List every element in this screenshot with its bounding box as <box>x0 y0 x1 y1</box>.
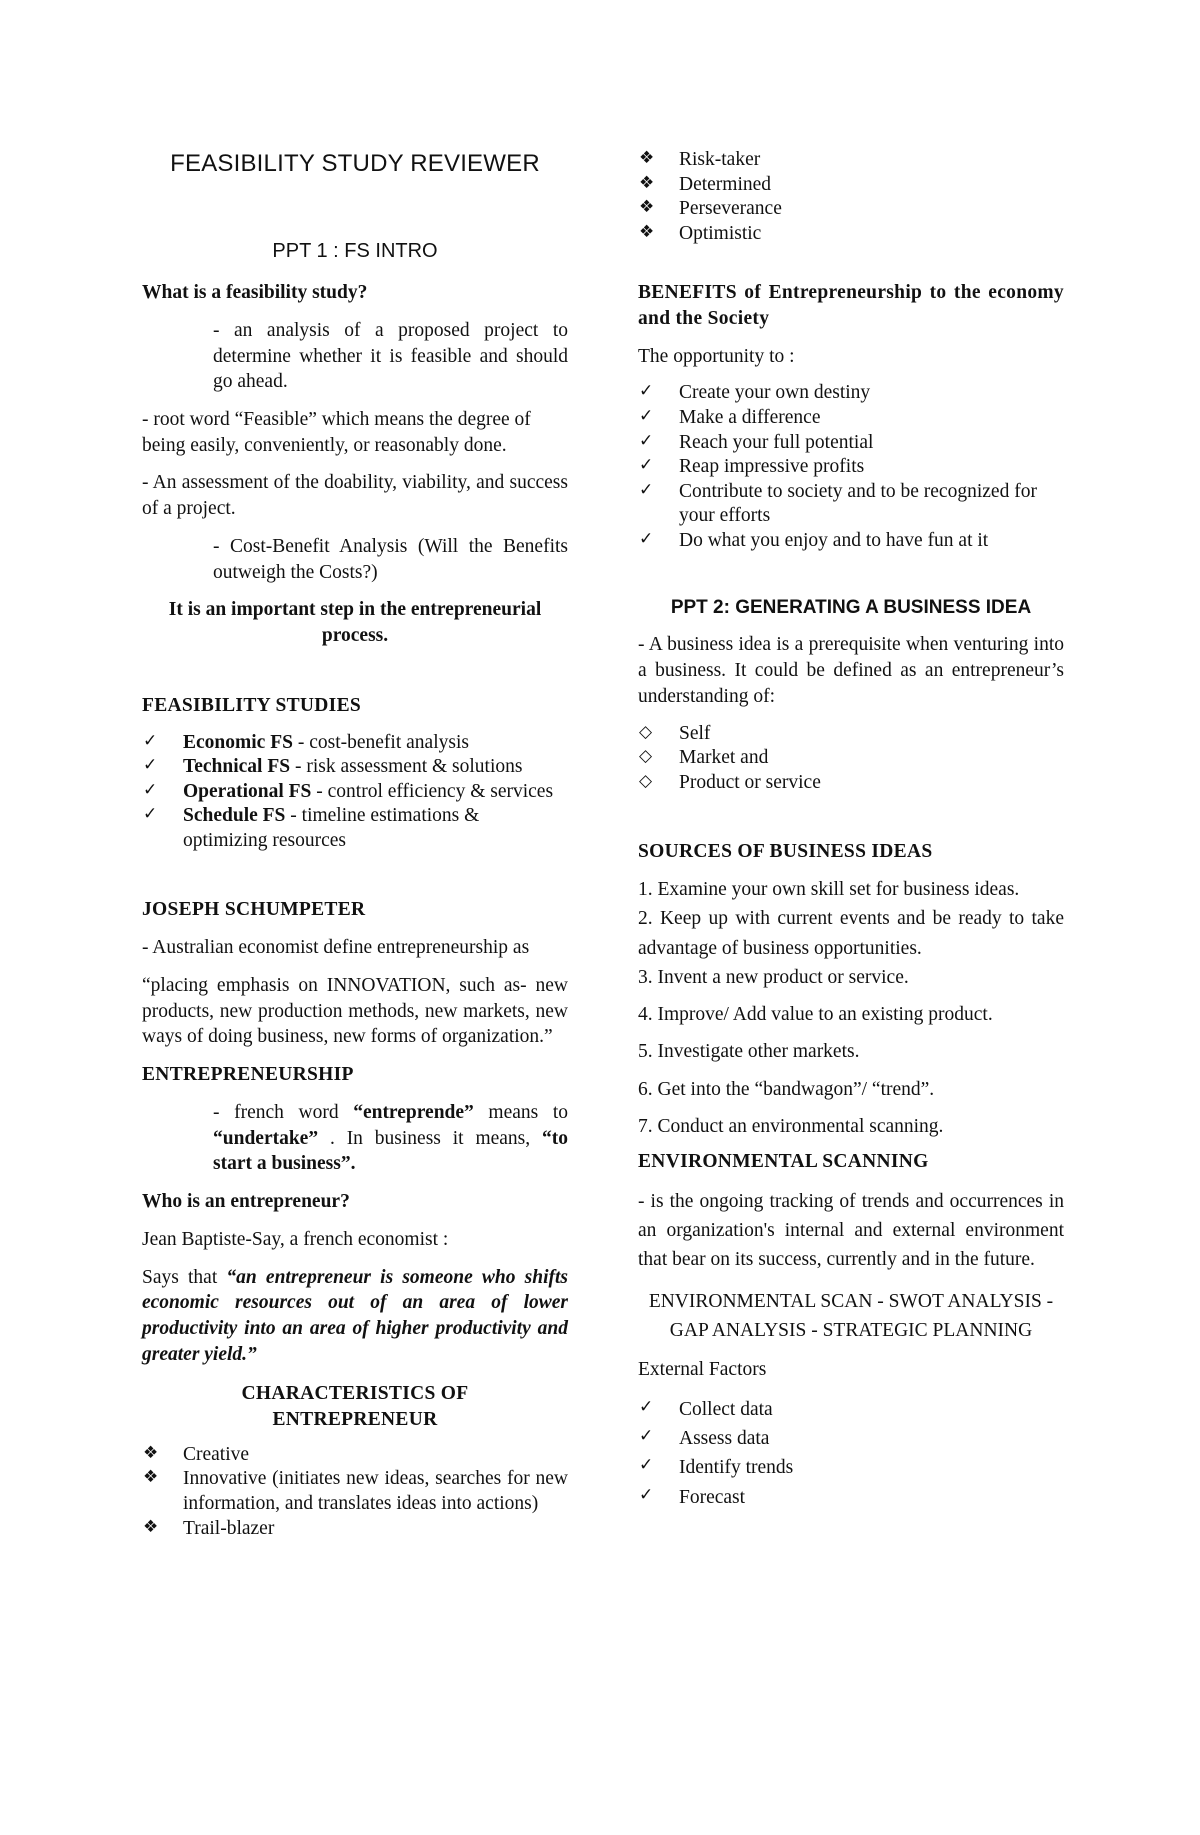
diamond-bullet-icon: ❖ <box>639 197 655 218</box>
list-item: ❖ Determined <box>639 172 772 195</box>
list-item: 2. Keep up with current events and be ready to take advantage of business opportunities. <box>638 908 1064 959</box>
list-item: ✓ Operational FS - control efficiency & services <box>143 779 554 802</box>
ppt1-title: PPT 1 : FS INTRO <box>272 239 438 262</box>
benefits-heading: BENEFITS of Entrepreneurship to the economy and the Society <box>638 282 1064 329</box>
right-column <box>638 148 1064 1512</box>
list-item: ❖ Trail-blazer <box>143 1516 275 1539</box>
sources-heading: SOURCES OF BUSINESS IDEAS <box>638 841 933 863</box>
business-idea-definition: - A business idea is a prerequisite when venturing into a business. It could be defined as an entrepreneur’s understanding of: <box>638 634 1064 707</box>
schumpeter-heading: JOSEPH SCHUMPETER <box>142 899 366 921</box>
diamond-bullet-icon: ❖ <box>143 1442 159 1463</box>
question-feasibility: What is a feasibility study? <box>142 282 368 304</box>
definition-3: - An assessment of the doability, viability, and success of a project. <box>142 472 568 520</box>
list-item: ✓ Schedule FS - timeline estimations & optimizing resources <box>143 804 480 851</box>
list-item: 4. Improve/ Add value to an existing product. <box>638 1004 993 1026</box>
feasibility-studies-heading: FEASIBILITY STUDIES <box>142 694 362 716</box>
definition-4: - Cost-Benefit Analysis (Will the Benefits outweigh the Costs?) <box>213 535 568 583</box>
benefits-list <box>638 381 1064 553</box>
list-item: ❖ Optimistic <box>639 221 762 244</box>
check-icon: ✓ <box>639 1396 654 1417</box>
definition-1: - an analysis of a proposed project to determine whether it is feasible and should go ahead. <box>213 319 568 393</box>
business-idea-list <box>638 722 1064 796</box>
document-title: FEASIBILITY STUDY REVIEWER <box>170 150 540 177</box>
diamond-bullet-icon: ❖ <box>143 1516 159 1537</box>
characteristics-list <box>142 1443 568 1541</box>
characteristics-heading: CHARACTERISTICS OF ENTREPRENEUR <box>241 1383 469 1431</box>
environmental-scan-steps: ENVIRONMENTAL SCAN - SWOT ANALYSIS - GAP ANALYSIS - STRATEGIC PLANNING <box>648 1290 1054 1341</box>
check-icon: ✓ <box>639 406 654 427</box>
environmental-scanning-heading: ENVIRONMENTAL SCANNING <box>638 1151 929 1173</box>
list-item: 1. Examine your own skill set for business ideas. <box>638 879 1020 901</box>
list-item: ✓ Economic FS - cost-benefit analysis <box>143 730 469 753</box>
list-item: ✓ Do what you enjoy and to have fun at it <box>639 528 989 551</box>
list-item: ✓ Assess data <box>639 1426 770 1450</box>
ppt2-title: PPT 2: GENERATING A BUSINESS IDEA <box>670 597 1032 619</box>
list-item: ◇ Market and <box>639 746 769 769</box>
entrepreneurship-definition: - french word “entreprende” means to “undertake” . In business it means, “to start a business”. <box>213 1101 568 1175</box>
check-icon: ✓ <box>639 528 654 549</box>
diamond-bullet-icon: ❖ <box>143 1467 159 1488</box>
characteristics-list-continued <box>638 148 1064 246</box>
schumpeter-definition: - Australian economist define entrepreneurship as <box>142 937 530 959</box>
list-item: ✓ Technical FS - risk assessment & solutions <box>143 755 523 778</box>
important-step: It is an important step in the entrepreneurial process. <box>168 599 542 647</box>
diamond-bullet-icon: ❖ <box>639 172 655 193</box>
diamond-outline-icon: ◇ <box>639 746 653 767</box>
check-icon: ✓ <box>639 1484 654 1505</box>
check-icon: ✓ <box>143 779 158 800</box>
check-icon: ✓ <box>639 455 654 476</box>
opportunity-text: The opportunity to : <box>638 345 795 367</box>
list-item: ✓ Identify trends <box>639 1455 794 1479</box>
left-column <box>142 140 568 1541</box>
check-icon: ✓ <box>639 381 654 402</box>
list-item: 6. Get into the “bandwagon”/ “trend”. <box>638 1078 935 1100</box>
list-item: 3. Invent a new product or service. <box>638 966 909 988</box>
list-item: 5. Investigate other markets. <box>638 1041 860 1063</box>
entrepreneurship-heading: ENTREPRENEURSHIP <box>142 1064 354 1086</box>
list-item: 7. Conduct an environmental scanning. <box>638 1115 944 1137</box>
check-icon: ✓ <box>639 1426 654 1447</box>
list-item: ✓ Reap impressive profits <box>639 455 865 478</box>
check-icon: ✓ <box>639 430 654 451</box>
check-icon: ✓ <box>639 1455 654 1476</box>
list-item: ❖ Creative <box>143 1442 250 1465</box>
check-icon: ✓ <box>639 479 654 500</box>
list-item: ◇ Product or service <box>639 770 821 793</box>
jean-baptiste-say: Jean Baptiste-Say, a french economist : <box>142 1228 449 1250</box>
environmental-scanning-definition: - is the ongoing tracking of trends and occurrences in an organization's internal and external environment that bear on its success, currently and in the future. <box>638 1190 1064 1271</box>
definition-2: - root word “Feasible” which means the degree of being easily, conveniently, or reasonably done. <box>142 409 531 456</box>
list-item: ◇ Self <box>639 721 711 744</box>
sources-list <box>638 875 1064 1141</box>
check-icon: ✓ <box>143 755 158 776</box>
say-quote: Says that “an entrepreneur is someone who shifts economic resources out of an area of lower productivity into an area of higher productivity and greater yield.” <box>142 1266 568 1365</box>
diamond-bullet-icon: ❖ <box>639 221 655 242</box>
list-item: ✓ Collect data <box>639 1396 773 1420</box>
who-is-entrepreneur: Who is an entrepreneur? <box>142 1191 350 1213</box>
list-item: ❖ Innovative (initiates new ideas, searches for new information, and translates ideas into actions) <box>143 1467 568 1515</box>
check-icon: ✓ <box>143 804 158 825</box>
diamond-outline-icon: ◇ <box>639 770 653 791</box>
list-item: ✓ Forecast <box>639 1484 746 1508</box>
diamond-outline-icon: ◇ <box>639 721 653 742</box>
list-item: ✓ Contribute to society and to be recognized for your efforts <box>639 479 1037 527</box>
diamond-bullet-icon: ❖ <box>639 148 655 168</box>
external-factors: External Factors <box>638 1359 767 1381</box>
feasibility-studies-list <box>142 731 568 854</box>
check-icon: ✓ <box>143 730 158 751</box>
list-item: ❖ Perseverance <box>639 197 782 220</box>
schumpeter-quote: “placing emphasis on INNOVATION, such as- new products, new production methods, new markets, new ways of doing business, new forms of organization.” <box>142 974 568 1048</box>
list-item: ✓ Create your own destiny <box>639 381 871 404</box>
list-item: ❖ Risk-taker <box>639 148 761 170</box>
list-item: ✓ Reach your full potential <box>639 430 874 453</box>
list-item: ✓ Make a difference <box>639 406 821 429</box>
external-factors-list <box>638 1395 1064 1512</box>
